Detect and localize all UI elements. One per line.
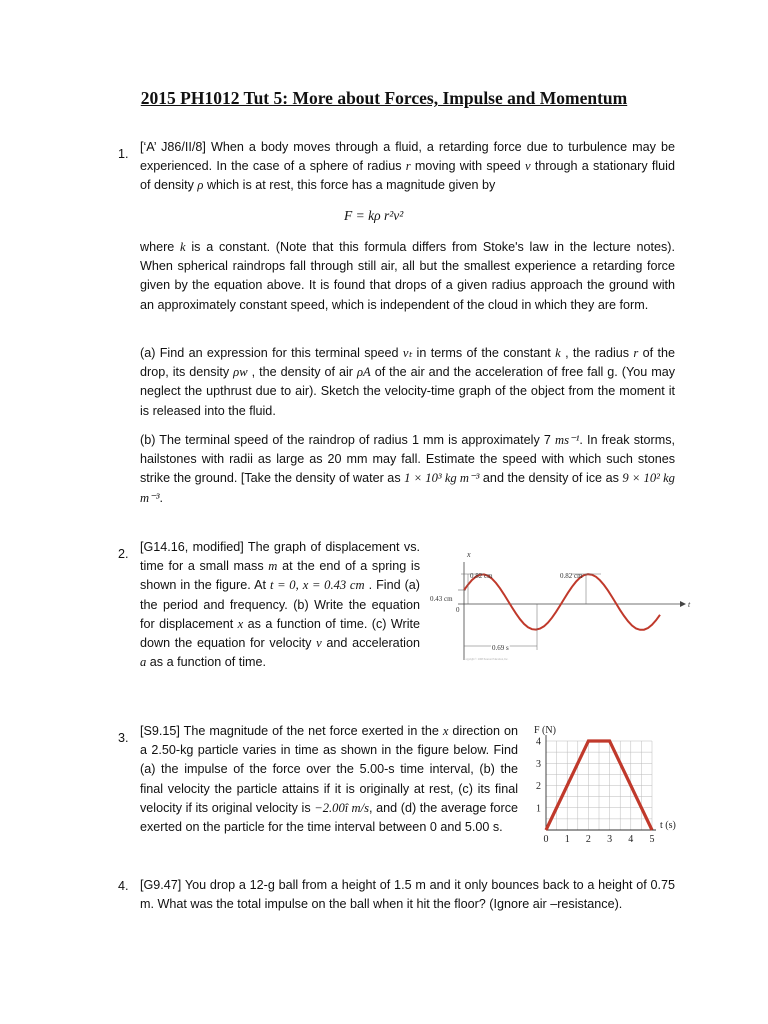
y-tick-label: 2 (536, 781, 541, 792)
x-axis-title: t (s) (660, 820, 676, 831)
t-axis-arrow (680, 601, 686, 607)
displacement-time-figure (424, 548, 694, 670)
page-title: 2015 PH1012 Tut 5: More about Forces, Impulse and Momentum (140, 88, 628, 108)
q3-number: 3. (118, 731, 129, 745)
x-tick-label: 0 (543, 834, 549, 845)
q1-equation: F = kρ r²v² (344, 208, 404, 223)
x-tick-label: 4 (628, 834, 634, 845)
force-time-chart (524, 720, 696, 846)
y-axis-title: F (N) (534, 725, 556, 736)
q1-part-a: (a) Find an expression for this terminal speed vₜ in terms of the constant k , the radius r of the drop, its density ρw , the density of air ρA of the air and the acceleration of free fall g. (You may neglect the upthrust due to air). Sketch the velocity-time graph of the object from the moment it is released into the fluid. (140, 346, 676, 418)
q4-text: [G9.47] You drop a 12-g ball from a height of 1.5 m and it only bounces back to a height of 0.75 m. What was the total impulse on the ball when it hit the floor? (Ignore air ‒resistance). (140, 878, 675, 912)
t-axis-label: t (688, 600, 691, 609)
amplitude-label-2: 0.82 cm (560, 572, 583, 580)
q2-text: [G14.16, modified] The graph of displacement vs. time for a small mass m at the end of a spring is shown in the figure. At t = 0, x = 0.43 cm . Find (a) the period and frequency. (b) Write the equation for displacement x as a function of time. (c) Write down the equation for velocity v and acceleration a as a function of time. (140, 540, 420, 670)
copyright-note: Copyright © 2008 Pearson Education, Inc. (464, 658, 509, 661)
q2-number: 2. (118, 547, 129, 561)
x-tick-label: 1 (564, 834, 570, 845)
q1-part-b: (b) The terminal speed of the raindrop of radius 1 mm is approximately 7 ms⁻¹. In freak storms, hailstones with radii as large as 20 mm may fall. Estimate the speed with which such stones strike the ground. [Take the density of water as 1 × 10³ kg m⁻³ and the density of ice as 9 × 10² kg m⁻³. (140, 433, 675, 505)
initial-displacement-label: 0.43 cm (430, 595, 453, 603)
origin-label: 0 (456, 606, 460, 614)
x-tick-label: 2 (585, 834, 591, 845)
displacement-curve (464, 574, 660, 630)
q4-number: 4. (118, 879, 129, 893)
amplitude-label-1: 0.82 cm (470, 572, 493, 580)
x-tick-label: 3 (607, 834, 613, 845)
x-axis-label: x (467, 550, 471, 559)
q1-number: 1. (118, 147, 129, 161)
period-label: 0.69 s (492, 644, 509, 652)
q1-intro: [‘A’ J86/II/8] When a body moves through a fluid, a retarding force due to turbulence may be experienced. In the case of a sphere of radius r moving with speed v through a stationary fluid of density ρ which is at rest, this force has a magnitude given by (140, 140, 675, 193)
q3-text: [S9.15] The magnitude of the net force exerted in the x direction on a 2.50-kg particle varies in time as shown in the figure below. Find (a) the impulse of the force over the 5.00-s time interval, (b) the final velocity the particle attains if it is originally at rest, (c) its final velocity if its original velocity is −2.00î m/s, and (d) the average force exerted on the particle for the time interval between 0 and 5.00 s. (140, 724, 519, 835)
y-tick-label: 4 (536, 736, 541, 748)
y-tick-label: 1 (536, 803, 541, 815)
y-tick-label: 3 (536, 758, 541, 770)
x-tick-label: 5 (649, 834, 655, 845)
q1-where: where k is a constant. (Note that this formula differs from Stoke's law in the lecture notes). When spherical raindrops fall through still air, all but the smallest experience a retarding force given by the equation above. It is found that drops of a given radius approach the ground with an approximately constant speed, which is independent of the cloud in which they are form. (140, 240, 675, 312)
